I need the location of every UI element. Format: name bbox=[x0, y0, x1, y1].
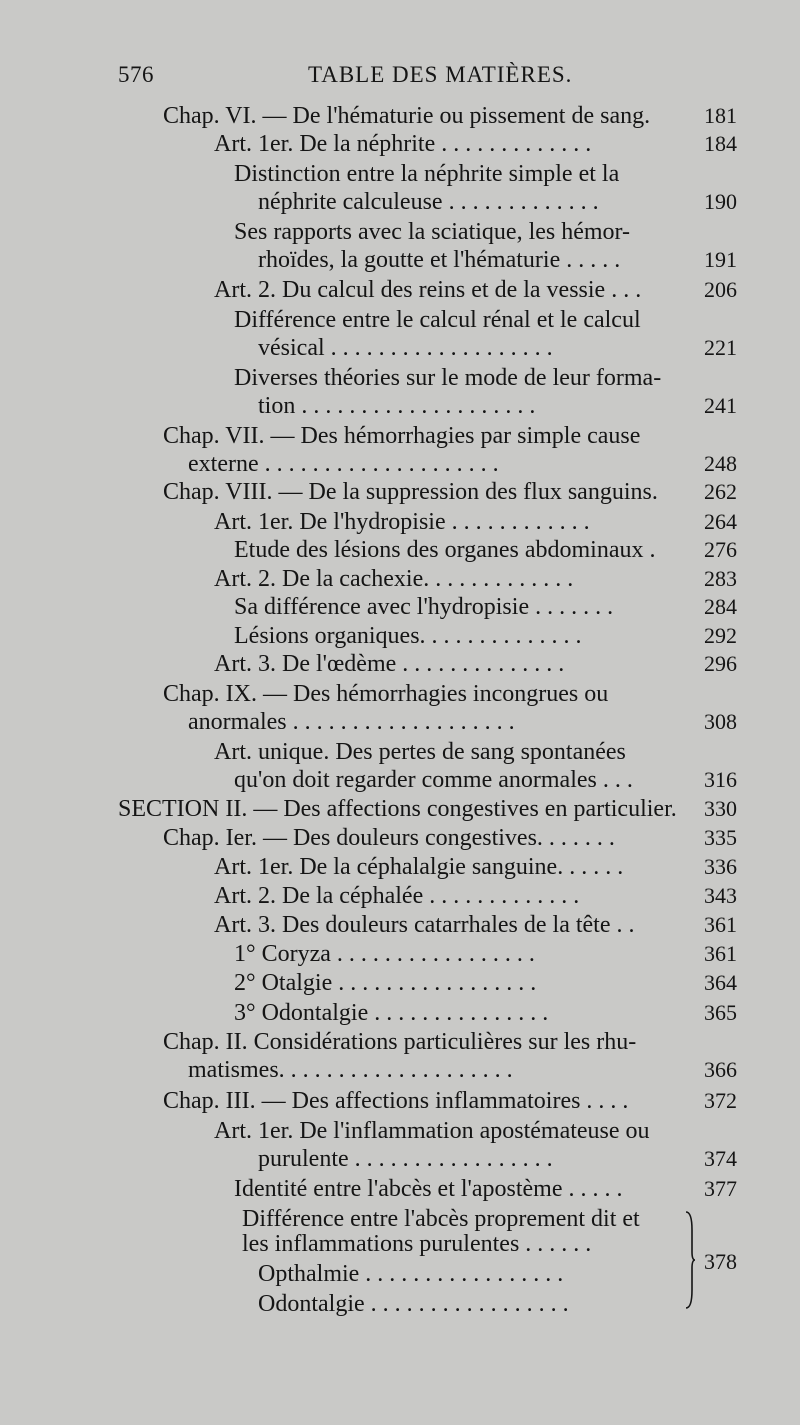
toc-entry-page: 335 bbox=[704, 825, 737, 850]
toc-entry-text: 3° Odontalgie . . . . . . . . . . . . . . . bbox=[234, 1000, 549, 1026]
toc-entry-page: 372 bbox=[704, 1088, 737, 1113]
page-number: 576 bbox=[118, 62, 154, 87]
toc-entry-text: les inflammations purulentes . . . . . . bbox=[242, 1231, 592, 1257]
toc-entry-text: Lésions organiques. . . . . . . . . . . . . . bbox=[234, 623, 582, 649]
toc-entry-text: Ses rapports avec la sciatique, les hémor- bbox=[234, 219, 631, 245]
toc-entry-page: 308 bbox=[704, 709, 737, 734]
toc-entry-text: tion . . . . . . . . . . . . . . . . . . . . bbox=[258, 393, 536, 419]
toc-entry-text: Art. 3. Des douleurs catarrhales de la tête . . bbox=[214, 912, 635, 938]
toc-entry-text: Chap. II. Considérations particulières sur les rhu- bbox=[163, 1029, 637, 1055]
toc-entry-text: Art. 1er. De l'hydropisie . . . . . . . . . . . . bbox=[214, 509, 590, 535]
toc-entry-page: 361 bbox=[704, 912, 737, 937]
toc-entry-text: Différence entre l'abcès proprement dit et bbox=[242, 1206, 640, 1232]
toc-entry-text: 2° Otalgie . . . . . . . . . . . . . . . . . bbox=[234, 970, 537, 996]
toc-entry-text: Chap. III. — Des affections inflammatoires . . . . bbox=[163, 1088, 629, 1114]
toc-entry-page: 191 bbox=[704, 247, 737, 272]
toc-entry-text: 1° Coryza . . . . . . . . . . . . . . . . . bbox=[234, 941, 535, 967]
toc-entry-text: Art. 2. De la céphalée . . . . . . . . . . . . . bbox=[214, 883, 580, 909]
toc-entry-text: Identité entre l'abcès et l'apostème . . . . . bbox=[234, 1176, 623, 1202]
toc-entry-text: Diverses théories sur le mode de leur forma- bbox=[234, 365, 662, 391]
toc-entry-text: rhoïdes, la goutte et l'hématurie . . . . . bbox=[258, 247, 621, 273]
toc-entry-page: 296 bbox=[704, 651, 737, 676]
toc-entry-page: 364 bbox=[704, 970, 737, 995]
toc-entry-text: Art. 2. Du calcul des reins et de la vessie . . . bbox=[214, 277, 642, 303]
toc-entry-text: Chap. VIII. — De la suppression des flux sanguins. bbox=[163, 479, 658, 505]
toc-entry-page: 264 bbox=[704, 509, 737, 534]
page-title: TABLE DES MATIÈRES. bbox=[308, 62, 573, 87]
toc-entry-page: 184 bbox=[704, 131, 737, 156]
toc-entry-page: 316 bbox=[704, 767, 737, 792]
toc-entry-text: Sa différence avec l'hydropisie . . . . . . . bbox=[234, 594, 614, 620]
toc-entry-text: Etude des lésions des organes abdominaux . bbox=[234, 537, 656, 563]
toc-entry-page: 365 bbox=[704, 1000, 737, 1025]
toc-entry-text: qu'on doit regarder comme anormales . . . bbox=[234, 767, 633, 793]
toc-entry-page: 276 bbox=[704, 537, 737, 562]
toc-entry-text: matismes. . . . . . . . . . . . . . . . . . . . bbox=[188, 1057, 513, 1083]
toc-entry-page: 330 bbox=[704, 796, 737, 821]
toc-entry-text: Distinction entre la néphrite simple et la bbox=[234, 161, 620, 187]
toc-entry-page: 361 bbox=[704, 941, 737, 966]
toc-entry-page: 284 bbox=[704, 594, 737, 619]
toc-entry-text: Odontalgie . . . . . . . . . . . . . . . . . bbox=[258, 1291, 569, 1317]
toc-entry-page: 206 bbox=[704, 277, 737, 302]
toc-entry-page: 190 bbox=[704, 189, 737, 214]
toc-entry-text: Art. 1er. De l'inflammation apostémateuse ou bbox=[214, 1118, 650, 1144]
toc-entry-page: 283 bbox=[704, 566, 737, 591]
toc-entry-page: 336 bbox=[704, 854, 737, 879]
toc-entry-text: Art. 1er. De la néphrite . . . . . . . . . . . . . bbox=[214, 131, 592, 157]
toc-entry-text: néphrite calculeuse . . . . . . . . . . . . . bbox=[258, 189, 599, 215]
toc-entry-text: Opthalmie . . . . . . . . . . . . . . . . . bbox=[258, 1261, 564, 1287]
toc-entry-text: externe . . . . . . . . . . . . . . . . . . . . bbox=[188, 451, 499, 477]
toc-entry-text: Chap. Ier. — Des douleurs congestives. . . . . . . bbox=[163, 825, 615, 851]
toc-entry-text: Art. 2. De la cachexie. . . . . . . . . . . . . bbox=[214, 566, 574, 592]
toc-entry-page: 377 bbox=[704, 1176, 737, 1201]
toc-entry-page: 221 bbox=[704, 335, 737, 360]
toc-entry-text: vésical . . . . . . . . . . . . . . . . . . . bbox=[258, 335, 553, 361]
toc-entry-page: 343 bbox=[704, 883, 737, 908]
toc-entry-page: 262 bbox=[704, 479, 737, 504]
brace-page-number: 378 bbox=[704, 1249, 737, 1274]
toc-entry-page: 181 bbox=[704, 103, 737, 128]
toc-entry-text: Chap. IX. — Des hémorrhagies incongrues ou bbox=[163, 681, 609, 707]
toc-entry-text: Art. 3. De l'œdème . . . . . . . . . . . . . . bbox=[214, 651, 565, 677]
toc-entry-text: Art. 1er. De la céphalalgie sanguine. . . . . . bbox=[214, 854, 624, 880]
toc-entry-text: anormales . . . . . . . . . . . . . . . . . . . bbox=[188, 709, 515, 735]
toc-entry-page: 292 bbox=[704, 623, 737, 648]
toc-entry-text: Chap. VII. — Des hémorrhagies par simple cause bbox=[163, 423, 641, 449]
toc-entry-page: 374 bbox=[704, 1146, 737, 1171]
toc-entry-text: Chap. VI. — De l'hématurie ou pissement de sang. bbox=[163, 103, 651, 129]
toc-entry-page: 248 bbox=[704, 451, 737, 476]
toc-entry-page: 366 bbox=[704, 1057, 737, 1082]
toc-entry-page: 241 bbox=[704, 393, 737, 418]
brace-bracket bbox=[684, 1210, 696, 1310]
running-header bbox=[118, 58, 738, 94]
toc-entry-text: Art. unique. Des pertes de sang spontanées bbox=[214, 739, 626, 765]
toc-entry-text: purulente . . . . . . . . . . . . . . . . . bbox=[258, 1146, 553, 1172]
toc-entry-text: SECTION II. — Des affections congestives en particulier. bbox=[118, 796, 677, 822]
toc-entry-text: Différence entre le calcul rénal et le calcul bbox=[234, 307, 641, 333]
